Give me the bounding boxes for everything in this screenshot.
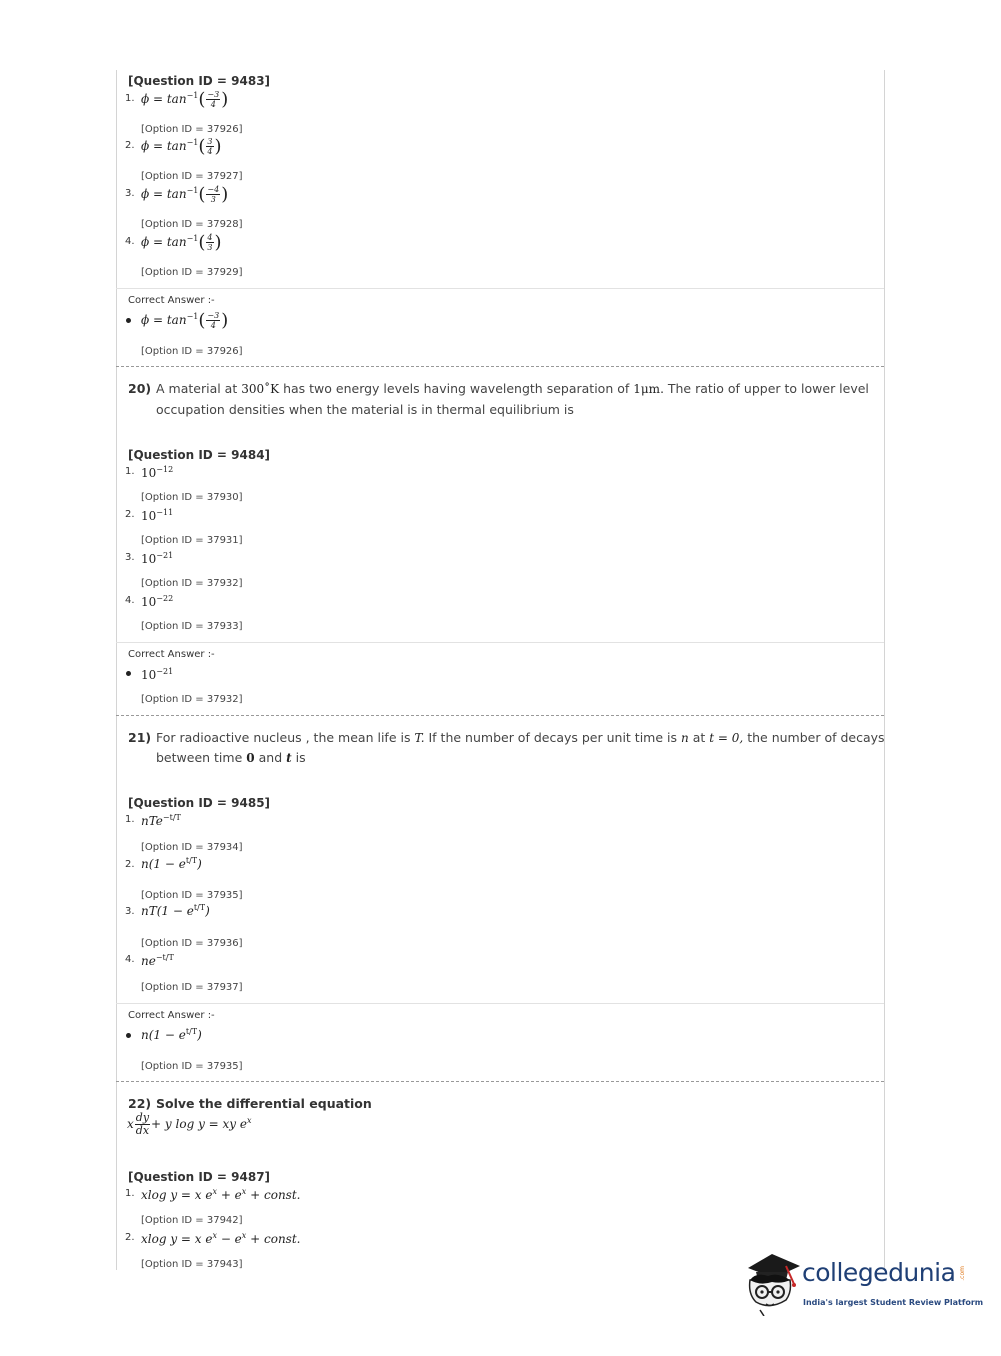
correct-answer-label: Correct Answer :- xyxy=(128,649,215,660)
question-separator xyxy=(116,1081,884,1082)
option-id: [Option ID = 37943] xyxy=(141,1259,243,1270)
divider xyxy=(116,642,884,643)
bullet-icon xyxy=(126,318,131,323)
option-expression: $n(1 - e^{t/T})$ xyxy=(141,856,202,871)
option-number: 1. xyxy=(125,466,135,477)
question-separator xyxy=(116,366,884,367)
option-id: [Option ID = 37934] xyxy=(141,842,243,853)
option-id: [Option ID = 37926] xyxy=(141,346,243,357)
divider xyxy=(116,288,884,289)
option-id: [Option ID = 37935] xyxy=(141,890,243,901)
option-number: 2. xyxy=(125,859,135,870)
option-id: [Option ID = 37929] xyxy=(141,267,243,278)
correct-answer-label: Correct Answer :- xyxy=(128,1010,215,1021)
option-id: [Option ID = 37926] xyxy=(141,124,243,135)
option-expression: $10^{-12}$ xyxy=(141,465,174,480)
logo-wordmark: collegedunia xyxy=(802,1258,956,1287)
question-id: [Question ID = 9483] xyxy=(128,74,271,88)
option-expression: $10^{-21}$ xyxy=(141,551,174,566)
divider xyxy=(116,1003,884,1004)
option-expression: $10^{-11}$ xyxy=(141,508,174,523)
option-expression: $nT(1 - e^{t/T})$ xyxy=(141,903,210,918)
option-id: [Option ID = 37936] xyxy=(141,938,243,949)
question-number: 21) xyxy=(128,730,152,745)
option-id: [Option ID = 37937] xyxy=(141,982,243,993)
option-number: 3. xyxy=(125,188,135,199)
option-id: [Option ID = 37931] xyxy=(141,535,243,546)
option-id: [Option ID = 37930] xyxy=(141,492,243,503)
option-id: [Option ID = 37928] xyxy=(141,219,243,230)
correct-answer-label: Correct Answer :- xyxy=(128,295,215,306)
option-id: [Option ID = 37942] xyxy=(141,1215,243,1226)
option-number: 3. xyxy=(125,552,135,563)
option-id: [Option ID = 37932] xyxy=(141,694,243,705)
differential-equation: x $\frac{dy}{dx}$ + y log y = xy $e^x$ xyxy=(127,1111,252,1137)
option-id: [Option ID = 37932] xyxy=(141,578,243,589)
option-expression: $\phi = \tan^{-1}$( $\frac{4}{3}$ ) xyxy=(141,232,222,253)
bullet-icon xyxy=(126,671,131,676)
option-expression: $10^{-22}$ xyxy=(141,594,174,609)
mascot-icon xyxy=(742,1250,802,1316)
question-text: For radioactive nucleus , the mean life is T. If the number of decays per unit time is n at t = 0, the number of decays xyxy=(156,730,885,745)
option-expression: nTe$^{-t/T}$ xyxy=(141,813,181,828)
question-text-line2: occupation densities when the material is in thermal equilibrium is xyxy=(156,402,574,417)
left-border xyxy=(116,70,117,1270)
logo-domain: .com xyxy=(959,1266,966,1281)
question-number: 20) xyxy=(128,381,152,396)
option-number: 3. xyxy=(125,906,135,917)
option-number: 2. xyxy=(125,1232,135,1243)
question-separator xyxy=(116,715,884,716)
bullet-icon xyxy=(126,1033,131,1038)
option-expression: $\phi = \tan^{-1}$( $\frac{-3}{4}$ ) xyxy=(141,89,229,110)
question-id: [Question ID = 9484] xyxy=(128,448,271,462)
option-expression: $\phi = \tan^{-1}$( $\frac{-4}{3}$ ) xyxy=(141,184,229,205)
option-id: [Option ID = 37933] xyxy=(141,621,243,632)
correct-answer-expression: $\phi = \tan^{-1}$( $\frac{-3}{4}$ ) xyxy=(141,310,229,331)
correct-answer-expression: $10^{-21}$ xyxy=(141,667,174,682)
correct-answer-expression: $n(1 - e^{t/T})$ xyxy=(141,1027,202,1042)
option-expression: $\phi = \tan^{-1}$( $\frac{3}{4}$ ) xyxy=(141,136,222,157)
option-number: 2. xyxy=(125,140,135,151)
logo-tagline: India's largest Student Review Platform xyxy=(803,1298,984,1307)
collegedunia-logo xyxy=(742,1250,984,1320)
question-text-line2: between time 0 and t is xyxy=(156,750,306,765)
option-number: 1. xyxy=(125,1188,135,1199)
option-id: [Option ID = 37927] xyxy=(141,171,243,182)
question-id: [Question ID = 9485] xyxy=(128,796,271,810)
option-number: 4. xyxy=(125,236,135,247)
option-number: 4. xyxy=(125,595,135,606)
option-expression: xlog y = x $e^x - e^x$ + const. xyxy=(141,1231,301,1246)
option-number: 2. xyxy=(125,509,135,520)
option-id: [Option ID = 37935] xyxy=(141,1061,243,1072)
question-number: 22) xyxy=(128,1096,152,1111)
option-number: 1. xyxy=(125,93,135,104)
right-border xyxy=(884,70,885,1270)
question-id: [Question ID = 9487] xyxy=(128,1170,271,1184)
option-number: 4. xyxy=(125,954,135,965)
option-expression: $ne^{-t/T}$ xyxy=(141,953,174,968)
question-text: A material at 300˚K has two energy levels having wavelength separation of 1μm. The ratio of upper to lower level xyxy=(156,381,869,396)
option-expression: xlog y = x $e^x + e^x$ + const. xyxy=(141,1187,301,1202)
question-text: Solve the differential equation xyxy=(156,1096,372,1111)
option-number: 1. xyxy=(125,814,135,825)
